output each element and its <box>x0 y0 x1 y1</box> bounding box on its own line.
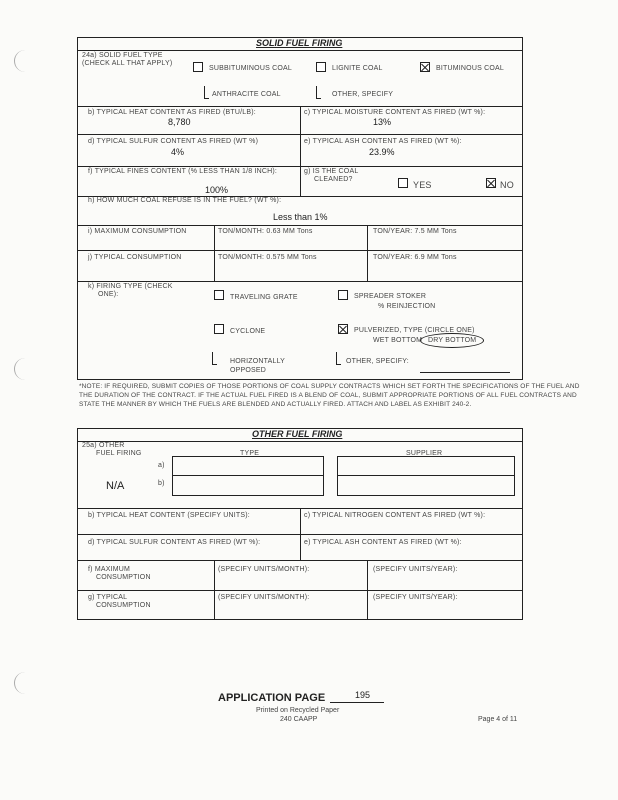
heat-content-label: b) TYPICAL HEAT CONTENT AS FIRED (BTU/LB): <box>88 109 256 116</box>
q24a-sublabel: (CHECK ALL THAT APPLY) <box>82 60 173 67</box>
q25a-label: 25a) OTHER <box>82 442 125 449</box>
ash-label: e) TYPICAL ASH CONTENT AS FIRED (WT %): <box>304 138 462 145</box>
q25a-sublabel: FUEL FIRING <box>96 450 142 457</box>
fines-label: f) TYPICAL FINES CONTENT (% LESS THAN 1/8 INCH): <box>88 168 278 175</box>
lignite-label: LIGNITE COAL <box>332 65 383 72</box>
spreader-stoker-checkbox[interactable] <box>338 290 348 300</box>
q24a-label: 24a) SOLID FUEL TYPE <box>82 52 163 59</box>
punch-hole-bottom <box>14 672 29 694</box>
bituminous-checkbox[interactable] <box>420 62 430 72</box>
typ-year-value: TON/YEAR: 6.9 MM Tons <box>373 254 457 261</box>
supplier-entry-box[interactable] <box>337 456 515 496</box>
cleaned-yes-checkbox[interactable] <box>398 178 408 188</box>
anthracite-checkbox[interactable] <box>204 86 209 99</box>
subbituminous-label: SUBBITUMINOUS COAL <box>209 65 292 72</box>
refuse-label: h) HOW MUCH COAL REFUSE IS IN THE FUEL? (WT %): <box>88 197 282 204</box>
spreader-stoker-label: SPREADER STOKER <box>354 293 427 300</box>
sulfur-label: d) TYPICAL SULFUR CONTENT AS FIRED (WT %) <box>88 138 259 145</box>
heat-content-value: 8,780 <box>168 117 191 127</box>
other-max-sublabel: CONSUMPTION <box>96 574 151 581</box>
other-typ-month: (SPECIFY UNITS/MONTH): <box>218 594 310 601</box>
firing-type-sublabel: ONE): <box>98 291 119 298</box>
type-entry-box[interactable] <box>172 456 324 496</box>
cleaned-no-checkbox[interactable] <box>486 178 496 188</box>
sulfur-value: 4% <box>171 147 185 157</box>
fines-value: 100% <box>205 185 229 195</box>
typ-consumption-label: j) TYPICAL CONSUMPTION <box>88 254 182 261</box>
other-fuel-title: OTHER FUEL FIRING <box>252 429 343 439</box>
row-b-label: b) <box>158 480 165 487</box>
max-year-value: TON/YEAR: 7.5 MM Tons <box>373 228 457 235</box>
cyclone-checkbox[interactable] <box>214 324 224 334</box>
anthracite-label: ANTHRACITE COAL <box>212 91 281 98</box>
other-ash-label: e) TYPICAL ASH CONTENT AS FIRED (WT %): <box>304 539 462 546</box>
cyclone-label: CYCLONE <box>230 328 266 335</box>
nitrogen-label: c) TYPICAL NITROGEN CONTENT AS FIRED (WT %): <box>304 512 486 519</box>
form-number: 240 CAAPP <box>280 716 318 723</box>
contract-note: *NOTE: IF REQUIRED, SUBMIT COPIES OF THOSE PORTIONS OF COAL SUPPLY CONTRACTS WHICH SET FORTH THE SPECIFICATIONS OF THE FUEL AND THE DURATION OF THE CONTRACT. IF THE ACTUAL FUEL FIRED IS A BLEND OF COAL, SUBMIT APPROPRIATE PORTIONS OF ALL FUEL CONTRACTS AND STATE THE MANNER BY WHICH THE FUELS ARE BLENDED AND ACTUALLY FIRED. ATTACH AND LABEL AS EXHIBIT 240-2. <box>79 383 580 408</box>
reinjection-label: % REINJECTION <box>378 303 436 310</box>
wet-bottom-label: WET BOTTOM <box>373 337 423 344</box>
other-heat-label: b) TYPICAL HEAT CONTENT (SPECIFY UNITS): <box>88 512 250 519</box>
traveling-grate-label: TRAVELING GRATE <box>230 294 298 301</box>
max-consumption-label: i) MAXIMUM CONSUMPTION <box>88 228 187 235</box>
type-column-header: TYPE <box>240 450 260 457</box>
other-firing-checkbox[interactable] <box>336 352 341 365</box>
other-max-year: (SPECIFY UNITS/YEAR): <box>373 566 458 573</box>
other-max-month: (SPECIFY UNITS/MONTH): <box>218 566 310 573</box>
max-month-value: TON/MONTH: 0.63 MM Tons <box>218 228 313 235</box>
traveling-grate-checkbox[interactable] <box>214 290 224 300</box>
other-firing-label: OTHER, SPECIFY: <box>346 358 409 365</box>
na-value: N/A <box>106 480 125 492</box>
other-type-label: OTHER, SPECIFY <box>332 91 394 98</box>
horizontally-opposed-sublabel: OPPOSED <box>230 367 267 374</box>
solid-fuel-title: SOLID FUEL FIRING <box>256 38 343 48</box>
pulverized-label: PULVERIZED, TYPE (CIRCLE ONE) <box>354 327 475 334</box>
punch-hole-top <box>14 50 29 72</box>
typ-month-value: TON/MONTH: 0.575 MM Tons <box>218 254 317 261</box>
row-a-label: a) <box>158 462 165 469</box>
application-page-label: APPLICATION PAGE <box>218 692 326 704</box>
firing-type-label: k) FIRING TYPE (CHECK <box>88 283 173 290</box>
other-typ-label: g) TYPICAL <box>88 594 128 601</box>
recycled-paper-note: Printed on Recycled Paper <box>256 707 340 714</box>
cleaned-sublabel: CLEANED? <box>314 176 353 183</box>
application-page-number: 195 <box>355 690 371 700</box>
other-max-label: f) MAXIMUM <box>88 566 131 573</box>
other-typ-sublabel: CONSUMPTION <box>96 602 151 609</box>
lignite-checkbox[interactable] <box>316 62 326 72</box>
moisture-label: c) TYPICAL MOISTURE CONTENT AS FIRED (WT %): <box>304 109 486 116</box>
subbituminous-checkbox[interactable] <box>193 62 203 72</box>
other-typ-year: (SPECIFY UNITS/YEAR): <box>373 594 458 601</box>
cleaned-label: g) IS THE COAL <box>304 168 359 175</box>
horizontally-opposed-label: HORIZONTALLY <box>230 358 286 365</box>
refuse-value: Less than 1% <box>273 212 328 222</box>
pulverized-checkbox[interactable] <box>338 324 348 334</box>
punch-hole-middle <box>14 358 29 380</box>
horizontally-opposed-checkbox[interactable] <box>212 352 217 365</box>
ash-value: 23.9% <box>369 147 395 157</box>
other-sulfur-label: d) TYPICAL SULFUR CONTENT AS FIRED (WT %): <box>88 539 261 546</box>
moisture-value: 13% <box>373 117 392 127</box>
page-of-label: Page 4 of 11 <box>478 716 518 723</box>
cleaned-no-label: NO <box>500 180 514 190</box>
other-type-checkbox[interactable] <box>316 86 321 99</box>
bituminous-label: BITUMINOUS COAL <box>436 65 504 72</box>
supplier-column-header: SUPPLIER <box>406 450 443 457</box>
cleaned-yes-label: YES <box>413 180 432 190</box>
dry-bottom-label: DRY BOTTOM <box>428 337 477 344</box>
